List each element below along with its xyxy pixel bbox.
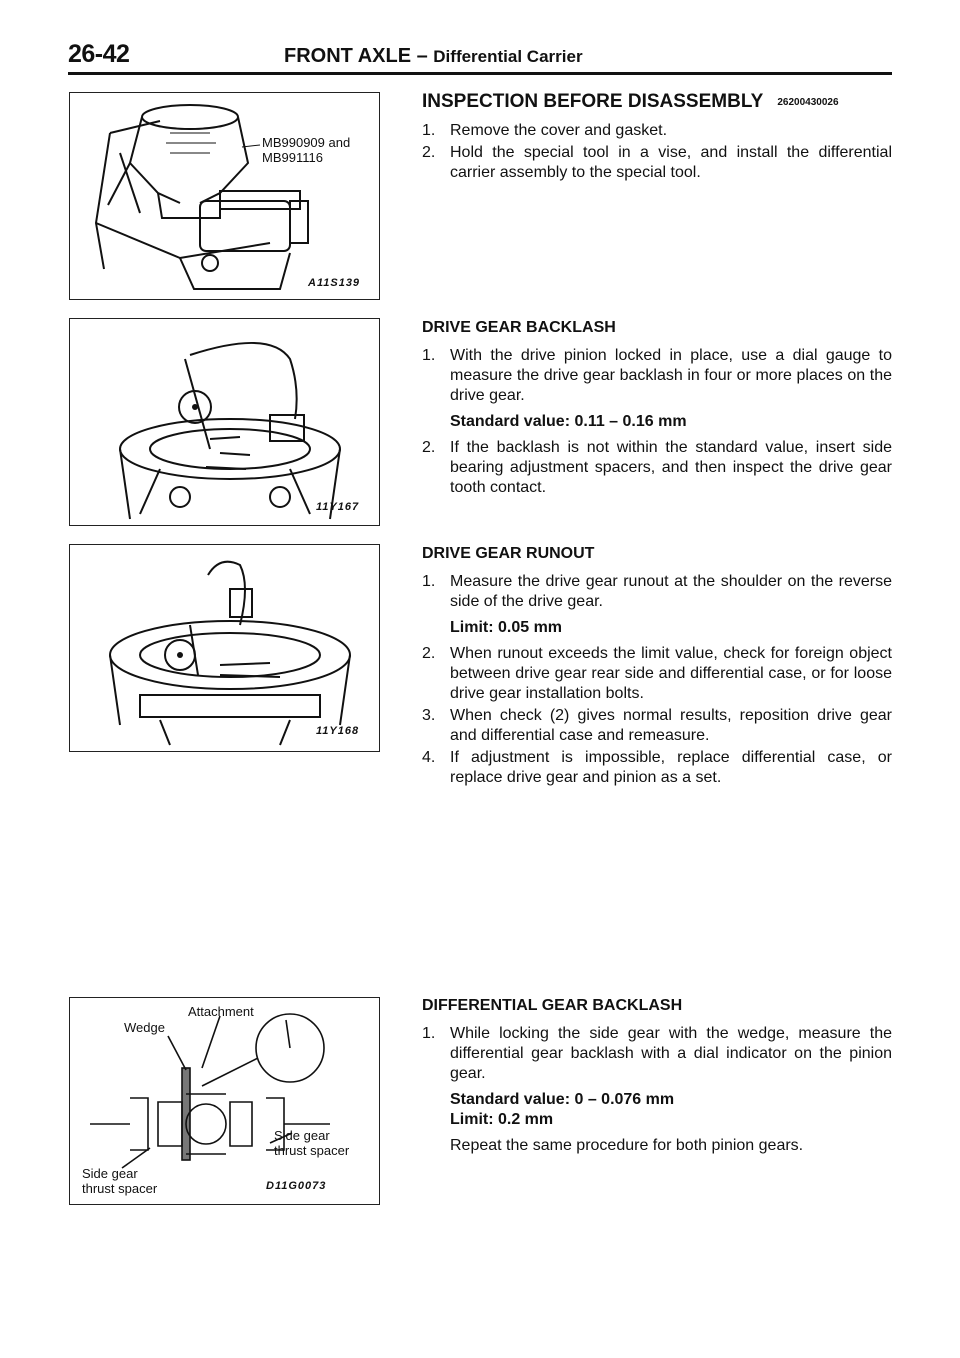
- dial-gauge-illustration: [70, 319, 379, 525]
- wedge-label: Wedge: [124, 1020, 165, 1035]
- section-inspection-before-disassembly: [422, 92, 892, 185]
- special-tool-illustration: [70, 93, 379, 299]
- page-number: 26-42: [68, 40, 130, 68]
- page-title: FRONT AXLE – Differential Carrier: [284, 45, 583, 67]
- section-differential-gear-backlash: [422, 996, 892, 1156]
- step: 2. Hold the special tool in a vise, and install the differential carrier assembly to the special tool.: [422, 144, 892, 181]
- runout-illustration: [70, 545, 379, 751]
- step: 1. Measure the drive gear runout at the shoulder on the reverse side of the drive gear.: [422, 573, 892, 610]
- step: 4. If adjustment is impossible, replace differential case, or replace drive gear and pinion as a set.: [422, 749, 892, 786]
- section-drive-gear-backlash: [422, 318, 892, 500]
- tool-label: MB990909 and MB991116: [262, 135, 351, 165]
- side-gear-thrust-spacer-left-label: Side gear thrust spacer: [82, 1166, 158, 1196]
- step: 2. When runout exceeds the limit value, check for foreign object between drive gear rear side and differential case, or for loose drive gear installation bolts.: [422, 645, 892, 702]
- figure-runout-dial-gauge: [69, 544, 380, 752]
- header-rule: [68, 72, 892, 75]
- section-heading: DIFFERENTIAL GEAR BACKLASH: [422, 997, 683, 1014]
- figure-code: A11S139: [308, 277, 361, 289]
- section-heading: DRIVE GEAR RUNOUT: [422, 545, 595, 562]
- figure-code: 11Y168: [316, 725, 360, 737]
- figure-code: D11G0073: [266, 1180, 327, 1192]
- limit-value: Limit: 0.05 mm: [450, 619, 563, 636]
- limit-value: Limit: 0.2 mm: [450, 1111, 554, 1128]
- figure-code: 11Y167: [316, 501, 360, 513]
- step: 3. When check (2) gives normal results, reposition drive gear and differential case and remeasure.: [422, 707, 892, 744]
- page-subtitle: Differential Carrier: [433, 47, 583, 66]
- page-header: [68, 40, 892, 70]
- figure-differential-gear-backlash: [69, 997, 380, 1205]
- attachment-label: Attachment: [188, 1004, 254, 1019]
- figure-backlash-dial-gauge: [69, 318, 380, 526]
- section-ref-number: 26200430026: [777, 97, 839, 108]
- section-heading: DRIVE GEAR BACKLASH: [422, 319, 616, 336]
- step: 1. While locking the side gear with the wedge, measure the differential gear backlash with a dial indicator on the pinion gear.: [422, 1025, 892, 1082]
- side-gear-thrust-spacer-right-label: Side gear thrust spacer: [274, 1128, 350, 1158]
- step: 2. If the backlash is not within the standard value, insert side bearing adjustment spacers, and then inspect the drive gear tooth contact.: [422, 439, 892, 496]
- step: 1. Remove the cover and gasket.: [422, 122, 668, 139]
- figure-special-tool: [69, 92, 380, 300]
- standard-value: Standard value: 0.11 – 0.16 mm: [450, 413, 687, 430]
- procedure-note: Repeat the same procedure for both pinion gears.: [450, 1137, 804, 1154]
- step: 1. With the drive pinion locked in place, use a dial gauge to measure the drive gear backlash in four or more places on the drive gear.: [422, 347, 892, 404]
- section-heading: INSPECTION BEFORE DISASSEMBLY 26200430026: [422, 91, 839, 112]
- section-drive-gear-runout: [422, 544, 892, 790]
- standard-value: Standard value: 0 – 0.076 mm: [450, 1091, 675, 1108]
